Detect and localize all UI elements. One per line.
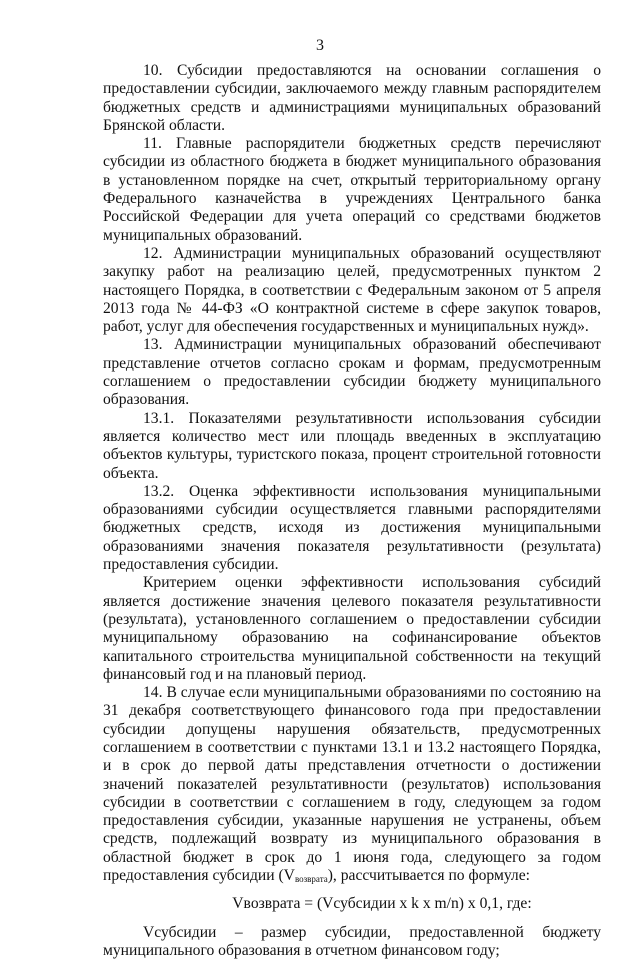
- definition-v-subsidy: Vсубсидии – размер субсидии, предоставленной бюджету муниципального образования в отчетном финансовом году;: [103, 923, 601, 959]
- document-body: [103, 62, 601, 960]
- paragraph-13-2: 13.2. Оценка эффективности использования муниципальными образованиями субсидии осуществляется главными распорядителями бюджетных средств, исходя из достижения муниципальными образованиями значения показателя результативности (результата) предоставления субсидии.: [103, 482, 601, 574]
- paragraph-13-1: 13.1. Показателями результативности использования субсидии является количество мест или площадь введенных в эксплуатацию объектов культуры, туристского показа, процент строительной готовности объекта.: [103, 409, 601, 482]
- paragraph-13: 13. Администрации муниципальных образований обеспечивают представление отчетов согласно срокам и формам, предусмотренным соглашением о предоставлении субсидии бюджету муниципального образования.: [103, 336, 601, 409]
- paragraph-10: 10. Субсидии предоставляются на основании соглашения о предоставлении субсидии, заключаемого между главным распорядителем бюджетных средств и администрациями муниципальных образований Брянской области.: [103, 62, 601, 134]
- paragraph-11: 11. Главные распорядители бюджетных средств перечисляют субсидии из областного бюджета в бюджет муниципального образования в установленном порядке на счет, открытый территориальному органу Федерального казначейства в учреждениях Центрального банка Российской Федерации для учета операций со средствами бюджетов муниципальных образований.: [103, 135, 601, 244]
- paragraph-14: [103, 684, 601, 885]
- paragraph-12: 12. Администрации муниципальных образований осуществляют закупку работ на реализацию целей, предусмотренных пунктом 2 настоящего Порядка, в соответствии с Федеральным законом от 5 апреля 2013 года № 44-ФЗ «О контрактной системе в сфере закупок товаров, работ, услуг для обеспечения государственных и муниципальных нужд».: [103, 244, 601, 336]
- formula: Vвозврата = (Vсубсидии x k x m/n) x 0,1, где:: [232, 895, 532, 913]
- paragraph-14-text: 14. В случае если муниципальными образованиями по состоянию на 31 декабря соответствующего финансового года при предоставлении субсидии допущены нарушения обязательств, предусмотренных соглашением в соответствии с пунктами 13.1 и 13.2 настоящего Порядка, и в срок до первой даты представления отчетности о достижении значений показателей результативности (результатов) использования субсидии в соответствии с соглашением в году, следующем за годом предоставления субсидии, указанные нарушения не устранены, объем средств, подлежащий возврату из муниципального образования в областной бюджет в срок до 1 июня года, следующего за годом предоставления субсидии (V: [103, 684, 601, 885]
- paragraph-criterion: Критерием оценки эффективности использования субсидий является достижение значения целевого показателя результативности (результата), установленного соглашением о предоставлении субсидии муниципальному образованию на софинансирование объектов капитального строительства муниципальной собственности на текущий финансовый год и на плановый период.: [103, 574, 601, 683]
- paragraph-14-tail: ), рассчитывается по формуле:: [327, 867, 530, 885]
- paragraph-14-subscript: возврата: [294, 874, 328, 885]
- page-number: 3: [316, 37, 324, 54]
